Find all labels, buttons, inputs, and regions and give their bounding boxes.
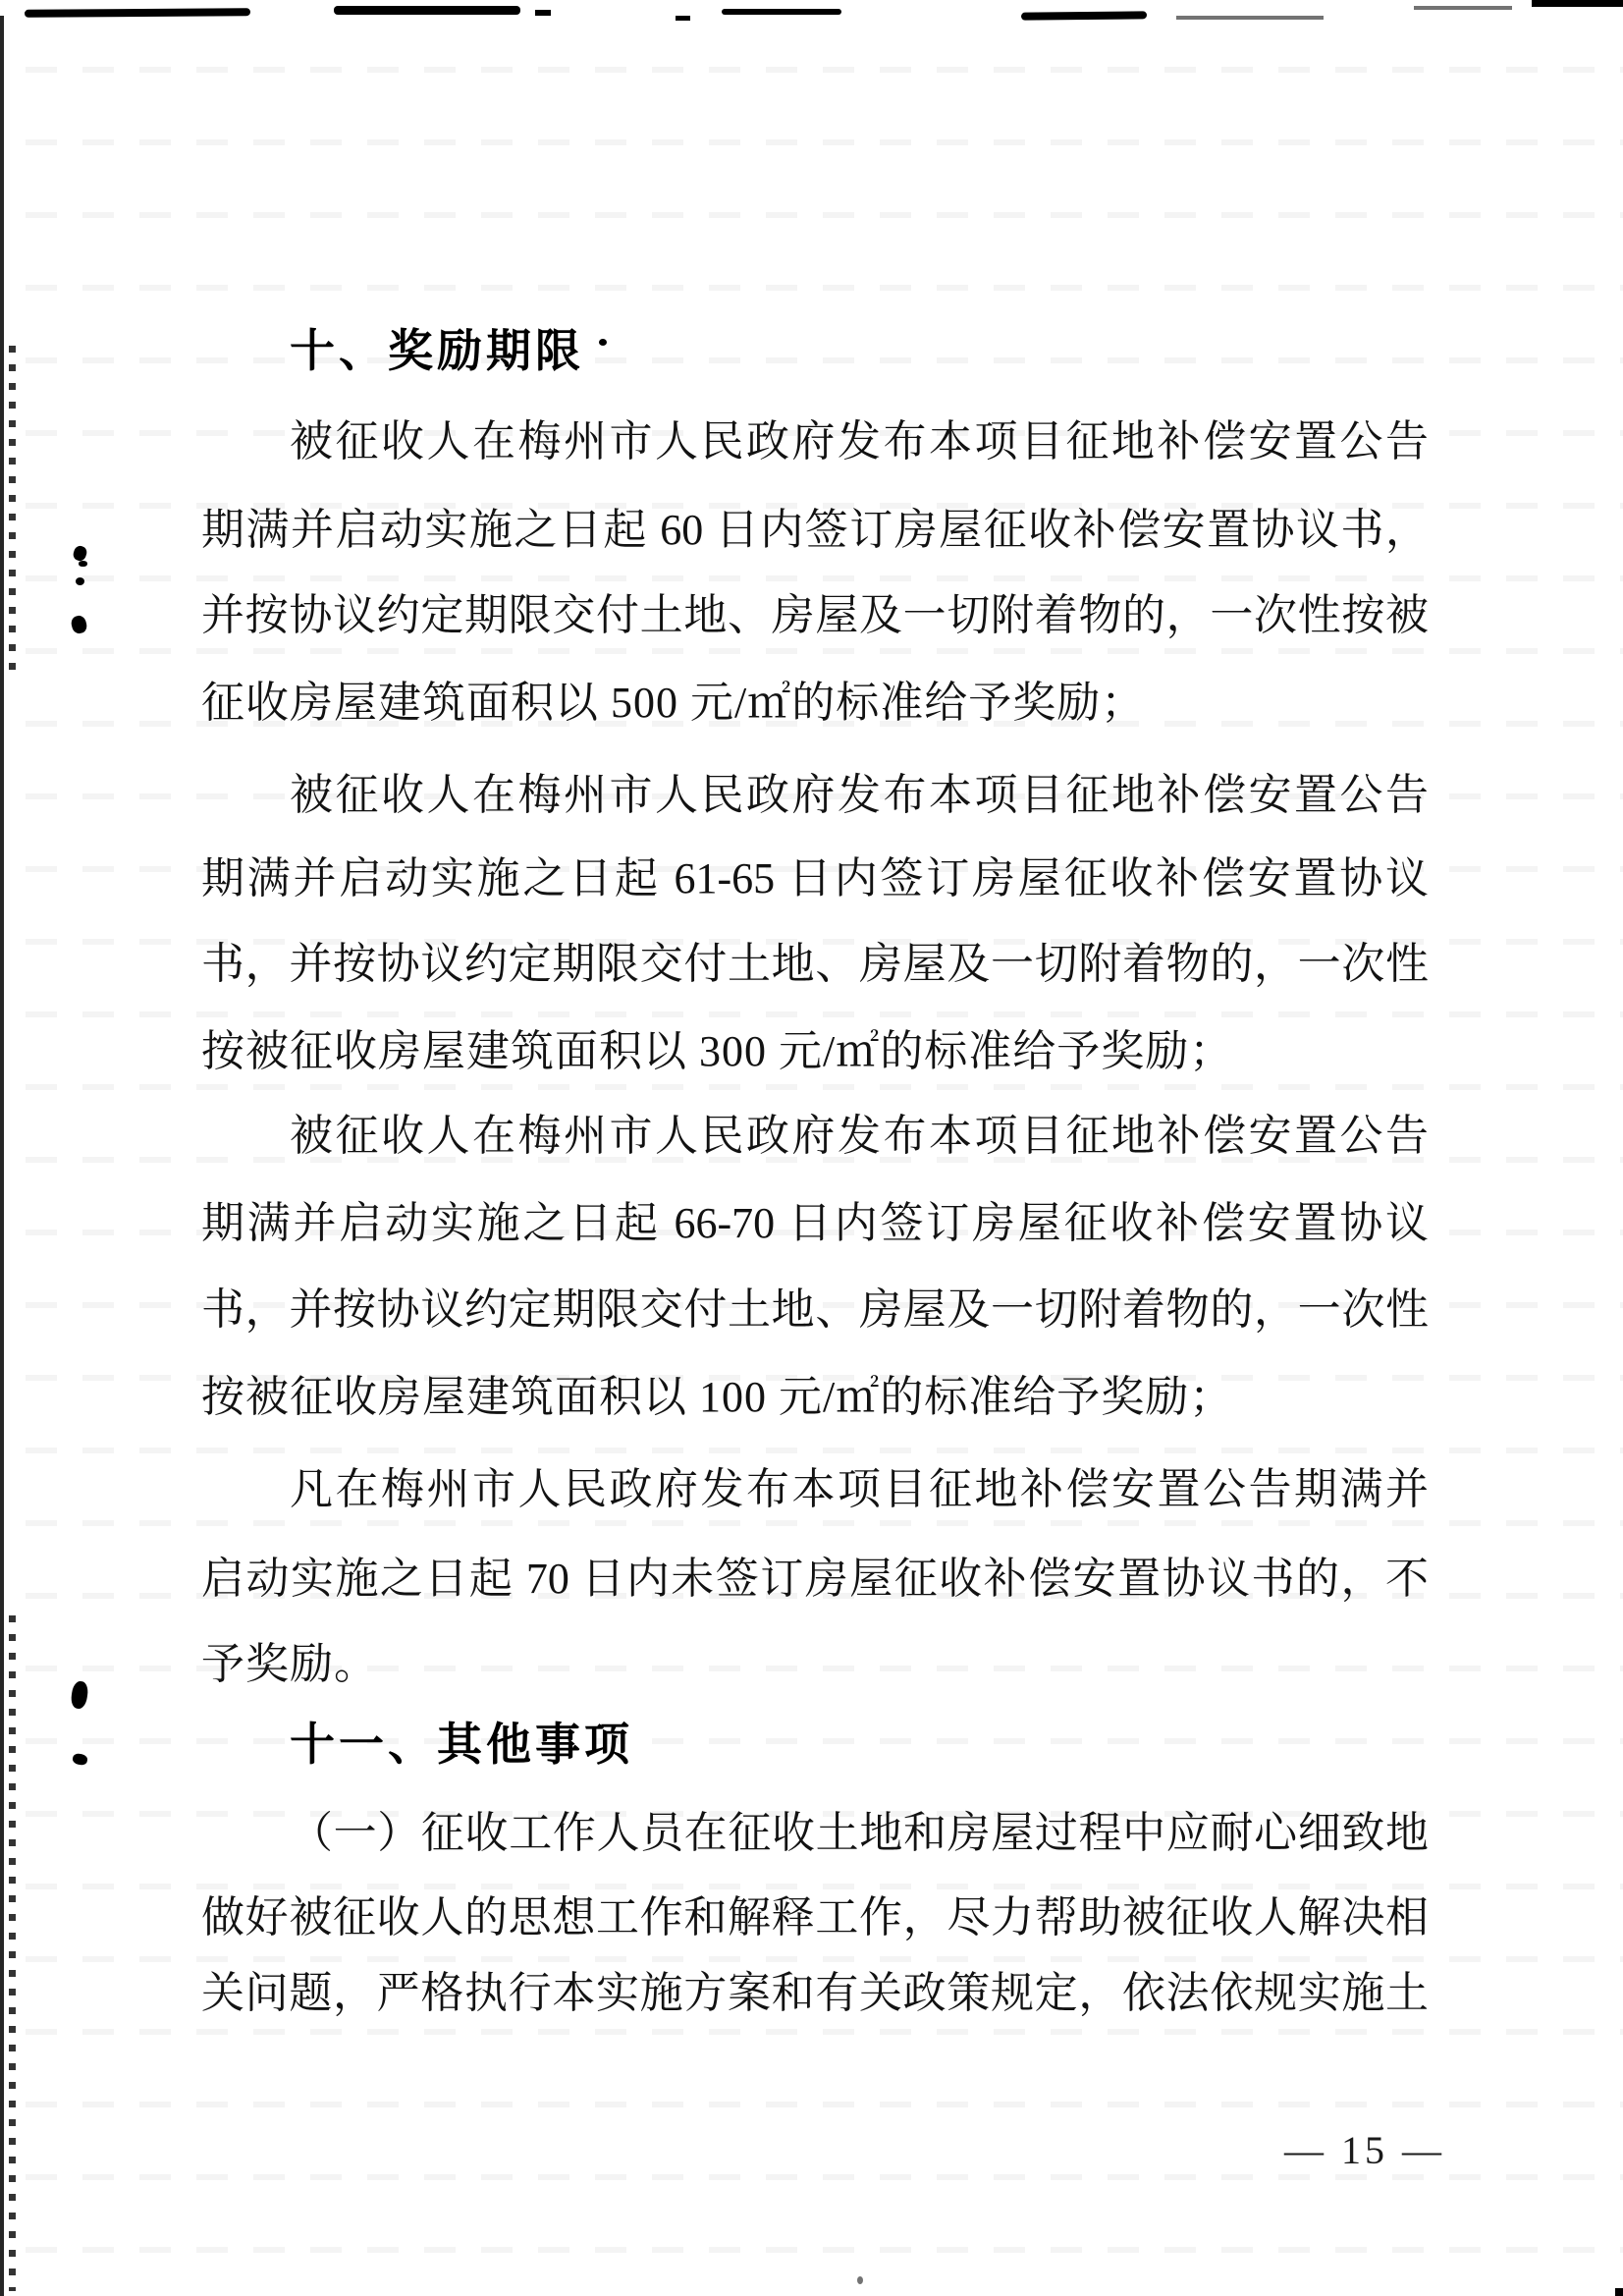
paragraph-line: 期满并启动实施之日起 66-70 日内签订房屋征收补偿安置协议 [201,1199,1429,1247]
scan-artifact-ink-mark [70,1680,89,1710]
scan-artifact-left-edge [0,16,4,2296]
paragraph-line: 予奖励。 [201,1640,378,1688]
paragraph-line: 被征收人在梅州市人民政府发布本项目征地补偿安置公告 [290,771,1429,819]
section-10-heading: 十、奖励期限 [290,325,584,376]
paragraph-line: 做好被征收人的思想工作和解释工作，尽力帮助被征收人解决相 [201,1893,1429,1941]
paragraph-line: 被征收人在梅州市人民政府发布本项目征地补偿安置公告 [290,417,1429,465]
paragraph-line: 启动实施之日起 70 日内未签订房屋征收补偿安置协议书的，不 [201,1555,1429,1603]
paragraph-line: 被征收人在梅州市人民政府发布本项目征地补偿安置公告 [290,1112,1429,1160]
scan-artifact-ink-mark [72,1753,88,1767]
scan-artifact-top-streak [1021,11,1147,20]
scan-artifact-noise-strip [9,346,16,670]
paragraph-line: 凡在梅州市人民政府发布本项目征地补偿安置公告期满并 [290,1465,1429,1513]
paragraph-line: 期满并启动实施之日起 60 日内签订房屋征收补偿安置协议书， [201,506,1429,554]
section-11-heading: 十一、其他事项 [290,1719,633,1770]
scan-artifact-top-streak [334,6,520,15]
scan-artifact-top-streak [1414,6,1512,10]
scan-artifact-dot [599,339,607,346]
scan-artifact-top-streak [1532,0,1623,7]
paragraph-line: 期满并启动实施之日起 61-65 日内签订房屋征收补偿安置协议 [201,854,1429,902]
paragraph-line: 征收房屋建筑面积以 500 元/㎡的标准给予奖励； [201,679,1146,727]
scan-artifact-noise-strip [9,1615,16,2291]
scan-artifact-ink-mark [79,561,87,567]
scan-artifact-top-streak [1176,16,1324,20]
scan-artifact-ink-mark [72,544,88,562]
paragraph-line: 并按协议约定期限交付土地、房屋及一切附着物的，一次性按被 [201,591,1429,639]
paragraph-line: 按被征收房屋建筑面积以 300 元/㎡的标准给予奖励； [201,1027,1234,1075]
paragraph-line: 关问题，严格执行本实施方案和有关政策规定，依法依规实施土 [201,1969,1429,2017]
paragraph-line: 书，并按协议约定期限交付土地、房屋及一切附着物的，一次性 [201,940,1429,988]
scan-artifact-top-streak [722,9,841,15]
scan-artifact-corner-chip [1615,2288,1623,2296]
scan-artifact-top-streak [676,16,690,21]
paragraph-line: 书，并按协议约定期限交付土地、房屋及一切附着物的，一次性 [201,1285,1429,1334]
scan-artifact-top-streak [535,10,551,16]
paragraph-line: （一）征收工作人员在征收土地和房屋过程中应耐心细致地 [290,1809,1429,1857]
paragraph-line: 按被征收房屋建筑面积以 100 元/㎡的标准给予奖励； [201,1373,1234,1421]
scan-artifact-dot [857,2276,863,2284]
scan-artifact-ink-mark [76,577,84,585]
page-number: — 15 — [1284,2128,1445,2172]
scan-artifact-top-streak [25,8,250,18]
scan-artifact-ink-mark [70,614,88,634]
